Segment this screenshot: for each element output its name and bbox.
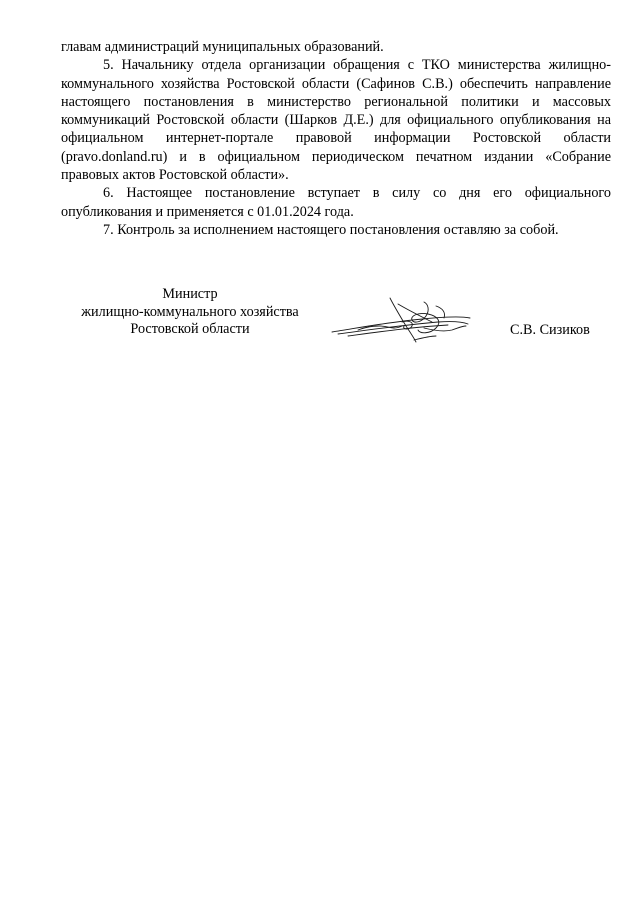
handwritten-signature bbox=[328, 292, 478, 348]
position-line-1: Министр bbox=[162, 286, 218, 302]
paragraph-item-6: 6. Настоящее постановление вступает в силу со дня его официального опубликования и применяется с 01.01.2024 года. bbox=[61, 185, 611, 220]
paragraph-continuation: главам администраций муниципальных образований. bbox=[61, 39, 384, 55]
signer-name: С.В. Сизиков bbox=[510, 322, 590, 338]
position-line-3: Ростовской области bbox=[130, 321, 250, 337]
document-body bbox=[61, 38, 611, 239]
position-line-2: жилищно-коммунального хозяйства bbox=[81, 303, 299, 320]
signatory-position bbox=[60, 286, 320, 339]
paragraph-item-7: 7. Контроль за исполнением настоящего постановления оставляю за собой. bbox=[103, 221, 559, 238]
paragraph-item-5: 5. Начальнику отдела организации обращения с ТКО министерства жилищно-коммунального хозяйства Ростовской области (Сафинов С.В.) обеспечить направление настоящего постановления в министерство региональной политики и массовых коммуникаций Ростовской области (Шарков Д.Е.) для официального опубликования на официальном интернет-портале правовой информации Ростовской области (pravo.donland.ru) и в официальном периодическом печатном издании «Собрание правовых актов Ростовской области». bbox=[61, 57, 611, 184]
